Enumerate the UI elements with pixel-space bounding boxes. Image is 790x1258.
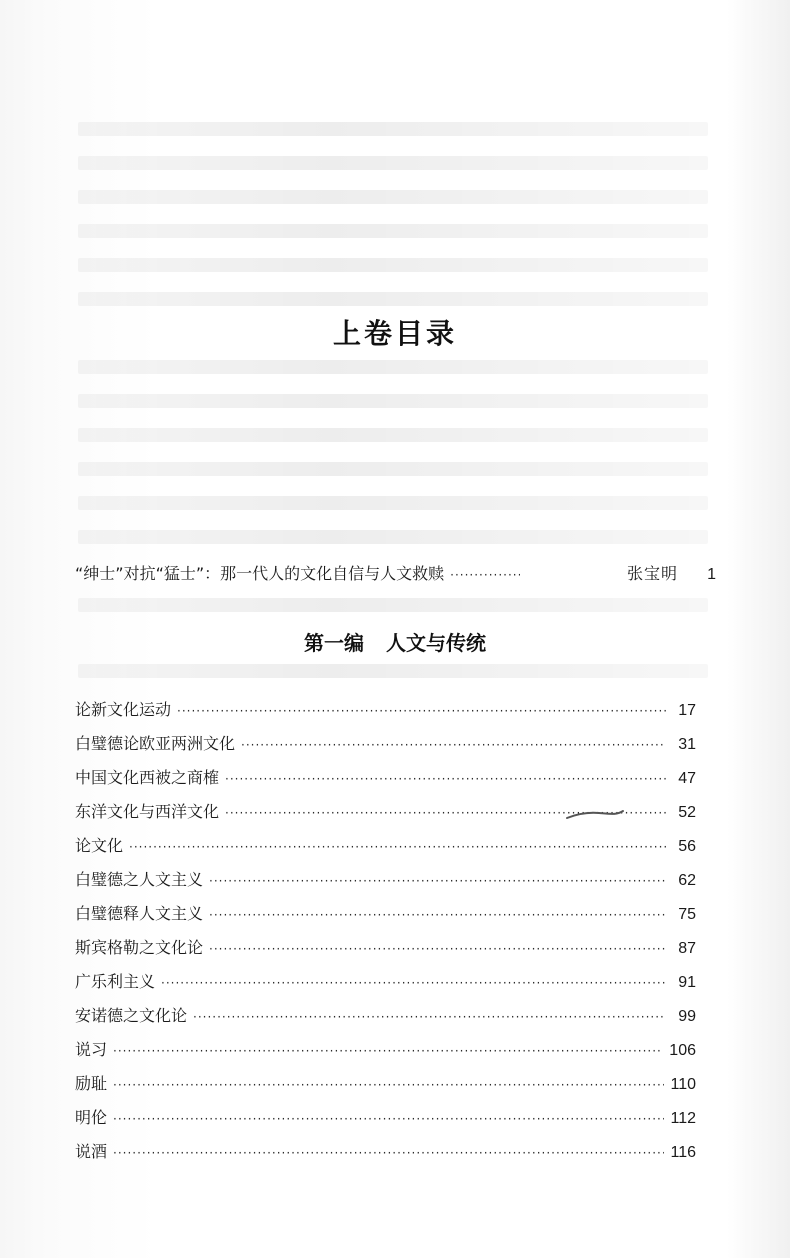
toc-entry-title: 斯宾格勒之文化论 [75, 938, 204, 957]
toc-entry-page: 110 [670, 1076, 696, 1093]
toc-entry[interactable] [75, 969, 696, 995]
dot-leader [113, 1038, 663, 1064]
bleed-through-line [78, 190, 708, 204]
toc-entry-page: 116 [670, 1144, 696, 1161]
bleed-through-line [78, 496, 708, 510]
toc-entry-title: 东洋文化与西洋文化 [75, 802, 220, 821]
toc-entry-page: 17 [678, 702, 696, 719]
bleed-through-line [78, 258, 708, 272]
dot-leader [209, 936, 666, 962]
toc-entry-author: 张宝明 [626, 564, 678, 583]
toc-entry-title: 中国文化西被之商榷 [75, 768, 220, 787]
toc-entry-title: 说酒 [75, 1142, 108, 1161]
toc-entry-page: 91 [678, 974, 696, 991]
toc-entry-page: 75 [678, 906, 696, 923]
toc-entry-page: 99 [678, 1008, 696, 1025]
bleed-through-line [78, 394, 708, 408]
bleed-through-line [78, 292, 708, 306]
toc-entry[interactable] [75, 731, 696, 757]
section-heading [0, 627, 790, 656]
dot-leader [113, 1140, 664, 1166]
toc-entry[interactable] [75, 1037, 696, 1063]
toc-entry-page: 52 [678, 804, 696, 821]
toc-entry-title: 白璧德释人文主义 [75, 904, 204, 923]
toc-entry-page: 47 [678, 770, 696, 787]
toc-entry[interactable] [75, 765, 696, 791]
toc-entry-title: 说习 [75, 1040, 108, 1059]
bleed-through-line [78, 224, 708, 238]
bleed-through-line [78, 156, 708, 170]
dot-leader [225, 766, 666, 792]
dot-leader [209, 902, 666, 928]
toc-entry-page: 112 [670, 1110, 696, 1127]
dot-leader [113, 1072, 664, 1098]
section-name: 人文与传统 [386, 631, 486, 655]
section-part-label: 第一编 [304, 631, 364, 655]
toc-entry-page: 106 [669, 1042, 696, 1059]
bleed-through-line [78, 428, 708, 442]
pencil-mark [565, 808, 625, 822]
toc-entry[interactable] [75, 867, 696, 893]
bleed-through-line [78, 122, 708, 136]
bleed-through-line [78, 462, 708, 476]
dot-leader [113, 1106, 664, 1132]
toc-entry-title: 明伦 [75, 1108, 108, 1127]
toc-entry-title: 励耻 [75, 1074, 108, 1093]
toc-entry-title: “绅士”对抗“猛士”：那一代人的文化自信与人文救赎 [75, 564, 445, 583]
toc-entry-title: 论新文化运动 [75, 700, 172, 719]
dot-leader [241, 732, 666, 758]
bleed-through-line [78, 360, 708, 374]
toc-entry-page: 87 [678, 940, 696, 957]
toc-entry[interactable] [75, 833, 696, 859]
toc-entry-page: 62 [678, 872, 696, 889]
toc-entry-page: 31 [678, 736, 696, 753]
toc-intro-entry[interactable] [75, 561, 716, 587]
bleed-through-line [78, 598, 708, 612]
dot-leader [193, 1004, 666, 1030]
bleed-through-line [78, 664, 708, 678]
toc-entry[interactable] [75, 1071, 696, 1097]
toc-entry[interactable] [75, 1139, 696, 1165]
toc-entry-title: 论文化 [75, 836, 124, 855]
toc-entry[interactable] [75, 1105, 696, 1131]
toc-entry-title: 广乐利主义 [75, 972, 156, 991]
toc-entry-title: 安诺德之文化论 [75, 1006, 188, 1025]
toc-entry[interactable] [75, 697, 696, 723]
bleed-through-line [78, 530, 708, 544]
dot-leader [209, 868, 666, 894]
toc-entry-page: 1 [707, 566, 716, 583]
dot-leader [177, 698, 666, 724]
dot-leader [450, 562, 520, 588]
dot-leader [161, 970, 666, 996]
page-title: 上卷目录 [332, 317, 457, 350]
toc-entry[interactable] [75, 935, 696, 961]
dot-leader [129, 834, 666, 860]
toc-entry-page: 56 [678, 838, 696, 855]
toc-entry-title: 白璧德论欧亚两洲文化 [75, 734, 236, 753]
toc-entry[interactable] [75, 901, 696, 927]
toc-entry-title: 白璧德之人文主义 [75, 870, 204, 889]
toc-entry[interactable] [75, 1003, 696, 1029]
